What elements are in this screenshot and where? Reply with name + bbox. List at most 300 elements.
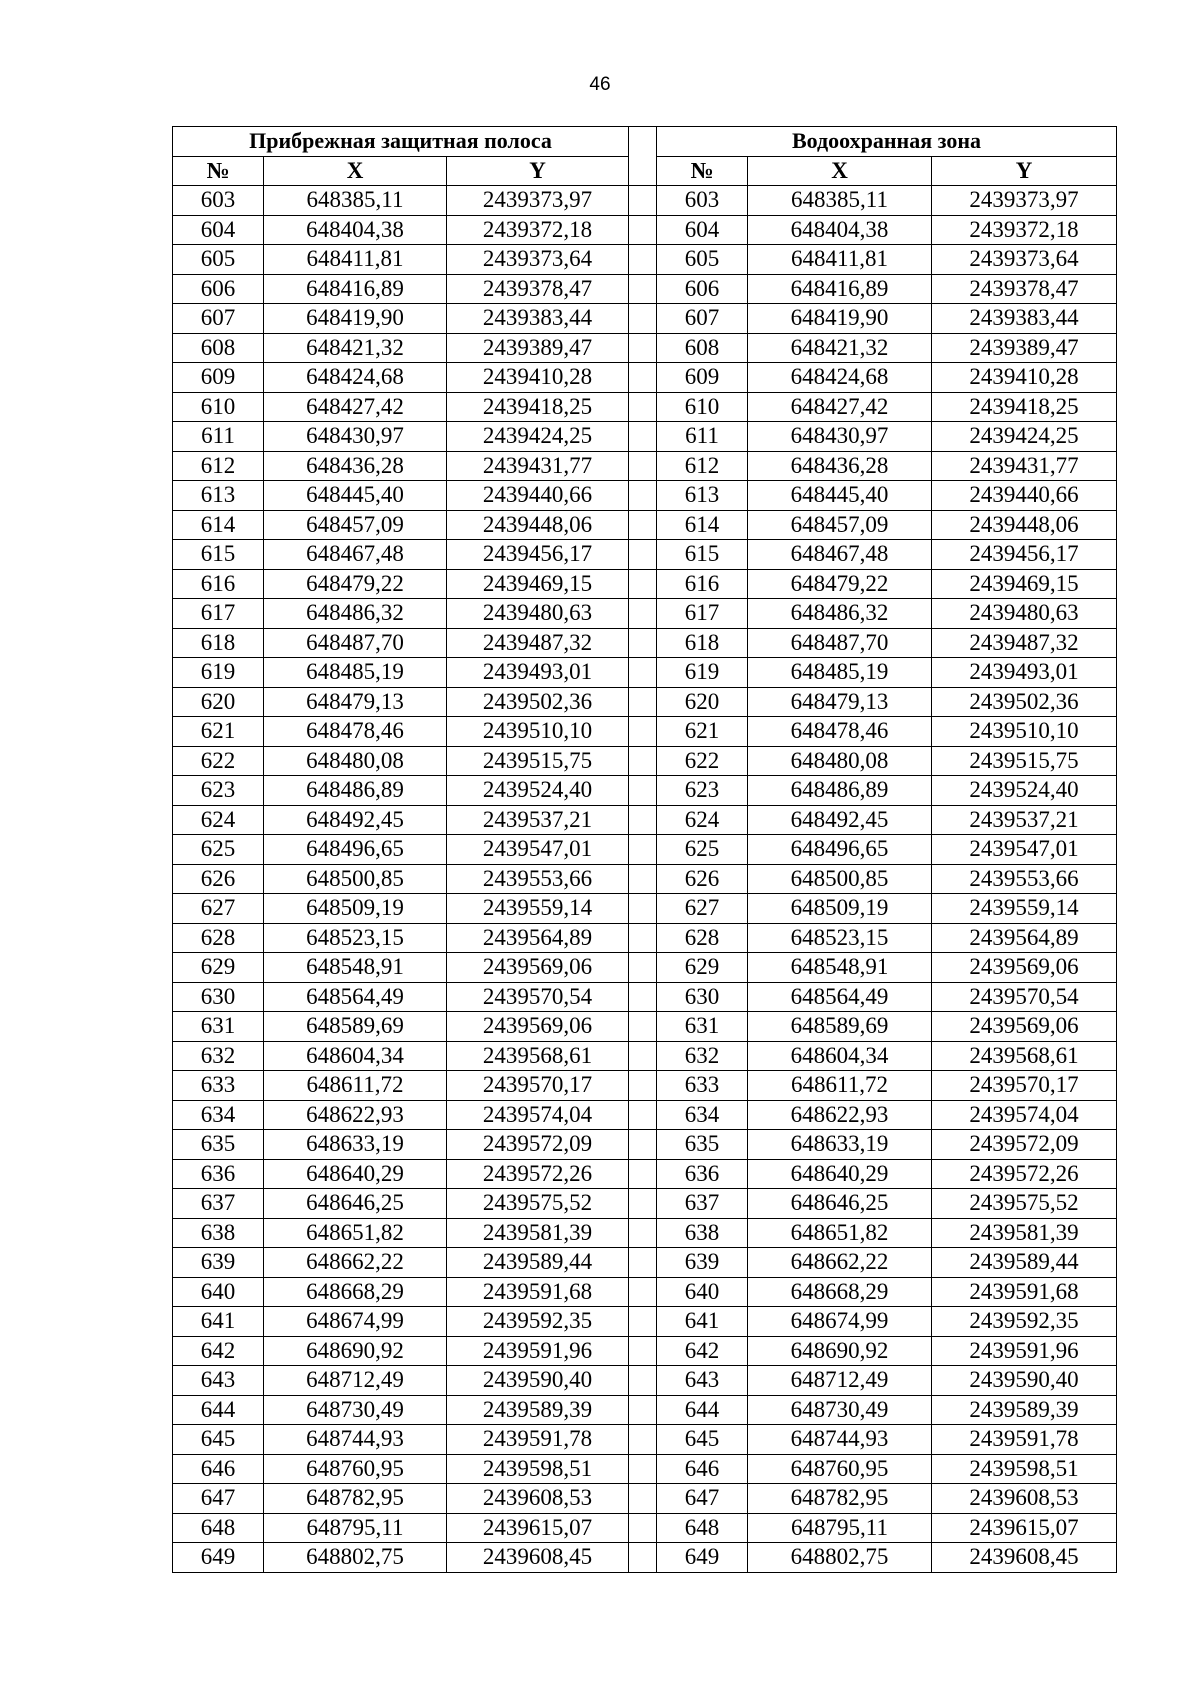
right-x-cell: 648509,19	[748, 894, 932, 924]
right-x-cell: 648467,48	[748, 540, 932, 570]
left-x-cell: 648604,34	[264, 1041, 447, 1071]
left-y-cell: 2439510,10	[447, 717, 629, 747]
table-row	[173, 1248, 1117, 1278]
right-number-cell: 618	[657, 628, 748, 658]
left-number-cell: 639	[173, 1248, 264, 1278]
column-separator	[629, 1041, 657, 1071]
left-y-cell: 2439590,40	[447, 1366, 629, 1396]
table-row	[173, 274, 1117, 304]
column-separator	[629, 953, 657, 983]
column-separator	[629, 1071, 657, 1101]
left-number-cell: 647	[173, 1484, 264, 1514]
right-x-cell: 648633,19	[748, 1130, 932, 1160]
column-separator	[629, 1425, 657, 1455]
table-row	[173, 717, 1117, 747]
left-x-cell: 648467,48	[264, 540, 447, 570]
left-number-cell: 644	[173, 1395, 264, 1425]
left-number-cell: 626	[173, 864, 264, 894]
right-number-cell: 635	[657, 1130, 748, 1160]
right-y-cell: 2439592,35	[932, 1307, 1117, 1337]
left-y-cell: 2439524,40	[447, 776, 629, 806]
right-number-cell: 649	[657, 1543, 748, 1573]
left-y-cell: 2439568,61	[447, 1041, 629, 1071]
right-y-cell: 2439424,25	[932, 422, 1117, 452]
right-y-cell: 2439572,09	[932, 1130, 1117, 1160]
left-number-cell: 618	[173, 628, 264, 658]
column-separator	[629, 1484, 657, 1514]
left-number-cell: 634	[173, 1100, 264, 1130]
right-number-cell: 626	[657, 864, 748, 894]
right-x-cell: 648480,08	[748, 746, 932, 776]
left-x-cell: 648430,97	[264, 422, 447, 452]
right-y-cell: 2439598,51	[932, 1454, 1117, 1484]
left-y-cell: 2439502,36	[447, 687, 629, 717]
right-x-cell: 648646,25	[748, 1189, 932, 1219]
right-number-cell: 617	[657, 599, 748, 629]
left-x-cell: 648479,22	[264, 569, 447, 599]
left-y-cell: 2439373,97	[447, 186, 629, 216]
table-row	[173, 746, 1117, 776]
column-separator	[629, 274, 657, 304]
right-y-cell: 2439515,75	[932, 746, 1117, 776]
left-y-cell: 2439456,17	[447, 540, 629, 570]
left-number-cell: 617	[173, 599, 264, 629]
right-number-cell: 632	[657, 1041, 748, 1071]
right-x-cell: 648416,89	[748, 274, 932, 304]
left-x-cell: 648651,82	[264, 1218, 447, 1248]
table-row	[173, 1425, 1117, 1455]
column-separator	[629, 481, 657, 511]
right-number-cell: 628	[657, 923, 748, 953]
column-separator	[629, 540, 657, 570]
left-x-cell: 648633,19	[264, 1130, 447, 1160]
left-number-cell: 614	[173, 510, 264, 540]
right-y-cell: 2439581,39	[932, 1218, 1117, 1248]
left-number-cell: 627	[173, 894, 264, 924]
left-x-cell: 648640,29	[264, 1159, 447, 1189]
left-x-cell: 648523,15	[264, 923, 447, 953]
left-number-cell: 638	[173, 1218, 264, 1248]
table-row	[173, 1071, 1117, 1101]
left-y-cell: 2439570,54	[447, 982, 629, 1012]
left-number-cell: 633	[173, 1071, 264, 1101]
left-x-cell: 648424,68	[264, 363, 447, 393]
left-y-cell: 2439418,25	[447, 392, 629, 422]
right-y-cell: 2439373,97	[932, 186, 1117, 216]
right-x-cell: 648430,97	[748, 422, 932, 452]
column-separator	[629, 746, 657, 776]
left-x-cell: 648509,19	[264, 894, 447, 924]
column-separator	[629, 628, 657, 658]
right-x-cell: 648385,11	[748, 186, 932, 216]
table-row	[173, 658, 1117, 688]
left-y-cell: 2439372,18	[447, 215, 629, 245]
column-separator	[629, 1277, 657, 1307]
right-y-cell: 2439389,47	[932, 333, 1117, 363]
left-y-cell: 2439569,06	[447, 953, 629, 983]
table-row	[173, 1513, 1117, 1543]
right-y-cell: 2439608,45	[932, 1543, 1117, 1573]
right-x-cell: 648411,81	[748, 245, 932, 275]
column-separator	[629, 392, 657, 422]
left-x-cell: 648478,46	[264, 717, 447, 747]
right-number-cell: 612	[657, 451, 748, 481]
left-y-cell: 2439615,07	[447, 1513, 629, 1543]
left-x-cell: 648411,81	[264, 245, 447, 275]
right-x-cell: 648548,91	[748, 953, 932, 983]
left-x-cell: 648589,69	[264, 1012, 447, 1042]
column-separator	[629, 304, 657, 334]
right-x-cell: 648802,75	[748, 1543, 932, 1573]
left-y-cell: 2439431,77	[447, 451, 629, 481]
left-y-cell: 2439569,06	[447, 1012, 629, 1042]
right-y-cell: 2439570,54	[932, 982, 1117, 1012]
column-separator	[629, 363, 657, 393]
right-y-cell: 2439487,32	[932, 628, 1117, 658]
table-row	[173, 1366, 1117, 1396]
right-y-cell: 2439615,07	[932, 1513, 1117, 1543]
right-y-cell: 2439469,15	[932, 569, 1117, 599]
left-y-cell: 2439515,75	[447, 746, 629, 776]
left-number-cell: 642	[173, 1336, 264, 1366]
right-y-cell: 2439510,10	[932, 717, 1117, 747]
left-number-cell: 645	[173, 1425, 264, 1455]
table-row	[173, 569, 1117, 599]
right-x-cell: 648424,68	[748, 363, 932, 393]
right-number-cell: 622	[657, 746, 748, 776]
right-number-cell: 643	[657, 1366, 748, 1396]
right-number-cell: 640	[657, 1277, 748, 1307]
column-separator	[629, 687, 657, 717]
column-separator	[629, 1248, 657, 1278]
table-row	[173, 215, 1117, 245]
table-row	[173, 1543, 1117, 1573]
left-number-cell: 609	[173, 363, 264, 393]
column-separator	[629, 1543, 657, 1573]
right-x-cell: 648419,90	[748, 304, 932, 334]
right-y-cell: 2439493,01	[932, 658, 1117, 688]
left-x-cell: 648795,11	[264, 1513, 447, 1543]
table-row	[173, 776, 1117, 806]
right-y-cell: 2439591,96	[932, 1336, 1117, 1366]
left-number-cell: 607	[173, 304, 264, 334]
right-y-cell: 2439589,44	[932, 1248, 1117, 1278]
left-number-cell: 631	[173, 1012, 264, 1042]
right-number-cell: 604	[657, 215, 748, 245]
right-x-cell: 648487,70	[748, 628, 932, 658]
right-y-cell: 2439373,64	[932, 245, 1117, 275]
left-y-cell: 2439378,47	[447, 274, 629, 304]
right-x-cell: 648485,19	[748, 658, 932, 688]
left-number-cell: 632	[173, 1041, 264, 1071]
column-separator	[629, 1336, 657, 1366]
left-x-cell: 648480,08	[264, 746, 447, 776]
right-x-cell: 648421,32	[748, 333, 932, 363]
right-y-cell: 2439440,66	[932, 481, 1117, 511]
left-y-cell: 2439448,06	[447, 510, 629, 540]
right-number-cell: 623	[657, 776, 748, 806]
left-x-cell: 648486,89	[264, 776, 447, 806]
left-x-cell: 648802,75	[264, 1543, 447, 1573]
left-x-cell: 648646,25	[264, 1189, 447, 1219]
right-number-cell: 627	[657, 894, 748, 924]
right-number-cell: 645	[657, 1425, 748, 1455]
left-y-cell: 2439389,47	[447, 333, 629, 363]
coastal-strip-heading: Прибрежная защитная полоса	[173, 127, 629, 157]
left-number-cell: 648	[173, 1513, 264, 1543]
left-x-cell: 648782,95	[264, 1484, 447, 1514]
left-x-cell: 648760,95	[264, 1454, 447, 1484]
left-number-cell: 604	[173, 215, 264, 245]
table-row	[173, 1041, 1117, 1071]
column-separator	[629, 1159, 657, 1189]
right-x-cell: 648760,95	[748, 1454, 932, 1484]
column-separator	[629, 451, 657, 481]
table-row	[173, 1484, 1117, 1514]
table-row	[173, 953, 1117, 983]
left-x-cell: 648457,09	[264, 510, 447, 540]
right-y-cell: 2439553,66	[932, 864, 1117, 894]
right-number-cell: 629	[657, 953, 748, 983]
right-number-cell: 639	[657, 1248, 748, 1278]
right-y-header: Y	[932, 156, 1117, 186]
table-row	[173, 805, 1117, 835]
left-y-cell: 2439608,53	[447, 1484, 629, 1514]
left-y-cell: 2439487,32	[447, 628, 629, 658]
right-number-cell: 631	[657, 1012, 748, 1042]
left-x-cell: 648492,45	[264, 805, 447, 835]
right-number-cell: 625	[657, 835, 748, 865]
right-x-cell: 648622,93	[748, 1100, 932, 1130]
left-number-header: №	[173, 156, 264, 186]
right-number-cell: 611	[657, 422, 748, 452]
right-y-cell: 2439572,26	[932, 1159, 1117, 1189]
left-number-cell: 603	[173, 186, 264, 216]
left-number-cell: 629	[173, 953, 264, 983]
right-y-cell: 2439547,01	[932, 835, 1117, 865]
table-row	[173, 451, 1117, 481]
column-separator	[629, 1513, 657, 1543]
right-x-cell: 648486,89	[748, 776, 932, 806]
right-y-cell: 2439569,06	[932, 953, 1117, 983]
right-x-cell: 648744,93	[748, 1425, 932, 1455]
left-y-cell: 2439564,89	[447, 923, 629, 953]
table-row	[173, 1277, 1117, 1307]
right-x-cell: 648690,92	[748, 1336, 932, 1366]
right-number-cell: 616	[657, 569, 748, 599]
column-separator	[629, 894, 657, 924]
right-x-cell: 648782,95	[748, 1484, 932, 1514]
right-number-cell: 619	[657, 658, 748, 688]
left-number-cell: 620	[173, 687, 264, 717]
right-x-cell: 648795,11	[748, 1513, 932, 1543]
right-y-cell: 2439570,17	[932, 1071, 1117, 1101]
column-separator	[629, 127, 657, 186]
right-x-cell: 648674,99	[748, 1307, 932, 1337]
left-number-cell: 637	[173, 1189, 264, 1219]
right-x-cell: 648651,82	[748, 1218, 932, 1248]
column-separator	[629, 1130, 657, 1160]
left-number-cell: 623	[173, 776, 264, 806]
column-separator	[629, 717, 657, 747]
left-x-cell: 648548,91	[264, 953, 447, 983]
right-number-cell: 613	[657, 481, 748, 511]
right-number-cell: 641	[657, 1307, 748, 1337]
left-y-cell: 2439553,66	[447, 864, 629, 894]
column-separator	[629, 1454, 657, 1484]
right-x-cell: 648730,49	[748, 1395, 932, 1425]
column-separator	[629, 599, 657, 629]
right-number-cell: 620	[657, 687, 748, 717]
left-number-cell: 646	[173, 1454, 264, 1484]
left-number-cell: 643	[173, 1366, 264, 1396]
left-number-cell: 628	[173, 923, 264, 953]
table-row	[173, 923, 1117, 953]
left-x-cell: 648404,38	[264, 215, 447, 245]
right-y-cell: 2439431,77	[932, 451, 1117, 481]
group-header-row	[173, 127, 1117, 157]
table-row	[173, 363, 1117, 393]
right-y-cell: 2439537,21	[932, 805, 1117, 835]
right-x-cell: 648523,15	[748, 923, 932, 953]
left-x-cell: 648486,32	[264, 599, 447, 629]
table-row	[173, 1189, 1117, 1219]
water-protection-zone-heading: Водоохранная зона	[657, 127, 1117, 157]
right-number-cell: 634	[657, 1100, 748, 1130]
left-x-cell: 648479,13	[264, 687, 447, 717]
right-y-cell: 2439448,06	[932, 510, 1117, 540]
left-y-cell: 2439469,15	[447, 569, 629, 599]
left-number-cell: 636	[173, 1159, 264, 1189]
left-number-cell: 640	[173, 1277, 264, 1307]
left-x-cell: 648496,65	[264, 835, 447, 865]
right-x-cell: 648500,85	[748, 864, 932, 894]
right-y-cell: 2439589,39	[932, 1395, 1117, 1425]
right-x-cell: 648478,46	[748, 717, 932, 747]
left-x-cell: 648712,49	[264, 1366, 447, 1396]
right-number-cell: 644	[657, 1395, 748, 1425]
table-row	[173, 1454, 1117, 1484]
left-y-cell: 2439589,39	[447, 1395, 629, 1425]
left-x-cell: 648564,49	[264, 982, 447, 1012]
right-number-cell: 648	[657, 1513, 748, 1543]
right-x-cell: 648640,29	[748, 1159, 932, 1189]
table-row	[173, 687, 1117, 717]
left-x-cell: 648485,19	[264, 658, 447, 688]
left-x-cell: 648445,40	[264, 481, 447, 511]
right-x-cell: 648564,49	[748, 982, 932, 1012]
column-separator	[629, 864, 657, 894]
right-y-cell: 2439575,52	[932, 1189, 1117, 1219]
left-y-cell: 2439598,51	[447, 1454, 629, 1484]
left-number-cell: 622	[173, 746, 264, 776]
table-row	[173, 628, 1117, 658]
left-y-cell: 2439591,96	[447, 1336, 629, 1366]
table-row	[173, 481, 1117, 511]
left-y-cell: 2439572,26	[447, 1159, 629, 1189]
column-separator	[629, 1395, 657, 1425]
left-y-cell: 2439574,04	[447, 1100, 629, 1130]
left-x-cell: 648744,93	[264, 1425, 447, 1455]
right-number-cell: 630	[657, 982, 748, 1012]
table-row	[173, 422, 1117, 452]
table-row	[173, 1218, 1117, 1248]
right-number-cell: 605	[657, 245, 748, 275]
right-y-cell: 2439480,63	[932, 599, 1117, 629]
right-x-cell: 648611,72	[748, 1071, 932, 1101]
right-x-cell: 648427,42	[748, 392, 932, 422]
right-x-cell: 648662,22	[748, 1248, 932, 1278]
column-separator	[629, 776, 657, 806]
table-row	[173, 1395, 1117, 1425]
left-y-cell: 2439440,66	[447, 481, 629, 511]
right-y-cell: 2439574,04	[932, 1100, 1117, 1130]
left-number-cell: 619	[173, 658, 264, 688]
left-x-cell: 648690,92	[264, 1336, 447, 1366]
left-x-cell: 648416,89	[264, 274, 447, 304]
table-body	[173, 186, 1117, 1573]
right-y-cell: 2439590,40	[932, 1366, 1117, 1396]
column-separator	[629, 1189, 657, 1219]
column-separator	[629, 333, 657, 363]
left-x-cell: 648436,28	[264, 451, 447, 481]
column-separator	[629, 1100, 657, 1130]
left-y-cell: 2439581,39	[447, 1218, 629, 1248]
left-number-cell: 615	[173, 540, 264, 570]
column-separator	[629, 215, 657, 245]
column-separator	[629, 1366, 657, 1396]
left-y-cell: 2439591,68	[447, 1277, 629, 1307]
right-y-cell: 2439524,40	[932, 776, 1117, 806]
left-x-cell: 648668,29	[264, 1277, 447, 1307]
right-y-cell: 2439568,61	[932, 1041, 1117, 1071]
table-row	[173, 510, 1117, 540]
right-x-cell: 648486,32	[748, 599, 932, 629]
left-number-cell: 605	[173, 245, 264, 275]
right-number-cell: 609	[657, 363, 748, 393]
left-x-cell: 648674,99	[264, 1307, 447, 1337]
right-x-cell: 648436,28	[748, 451, 932, 481]
column-separator	[629, 1012, 657, 1042]
table-row	[173, 1307, 1117, 1337]
coordinates-table	[172, 126, 1117, 1573]
left-x-cell: 648385,11	[264, 186, 447, 216]
right-number-cell: 637	[657, 1189, 748, 1219]
right-number-cell: 603	[657, 186, 748, 216]
right-number-cell: 608	[657, 333, 748, 363]
left-x-cell: 648421,32	[264, 333, 447, 363]
left-number-cell: 630	[173, 982, 264, 1012]
left-number-cell: 649	[173, 1543, 264, 1573]
left-y-cell: 2439559,14	[447, 894, 629, 924]
right-y-cell: 2439502,36	[932, 687, 1117, 717]
right-number-cell: 621	[657, 717, 748, 747]
table-row	[173, 245, 1117, 275]
table-row	[173, 835, 1117, 865]
left-y-cell: 2439424,25	[447, 422, 629, 452]
left-y-cell: 2439480,63	[447, 599, 629, 629]
right-number-cell: 615	[657, 540, 748, 570]
column-separator	[629, 1307, 657, 1337]
column-separator	[629, 422, 657, 452]
right-number-cell: 607	[657, 304, 748, 334]
left-x-header: X	[264, 156, 447, 186]
right-number-cell: 633	[657, 1071, 748, 1101]
left-y-cell: 2439575,52	[447, 1189, 629, 1219]
left-y-cell: 2439547,01	[447, 835, 629, 865]
table-row	[173, 392, 1117, 422]
left-y-cell: 2439572,09	[447, 1130, 629, 1160]
